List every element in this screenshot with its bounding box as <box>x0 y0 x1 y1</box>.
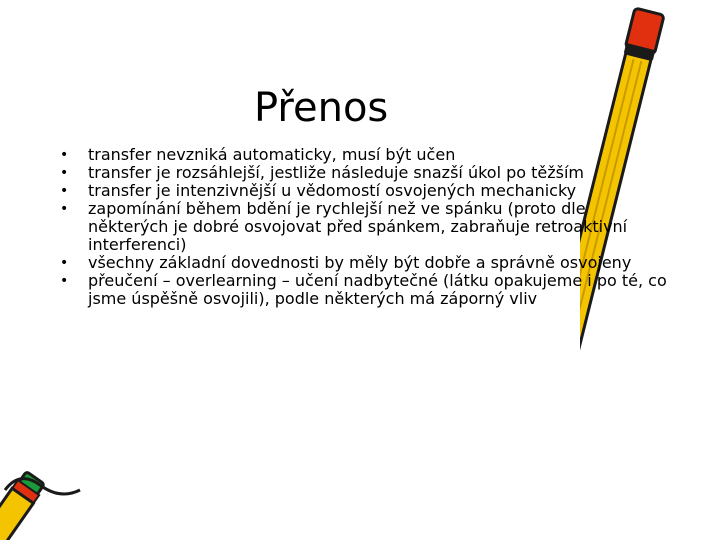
bullet-text: transfer je rozsáhlejší, jestliže následuje snazší úkol po těžším <box>88 163 585 182</box>
bullet-text: všechny základní dovednosti by měly být dobře a správně osvojeny <box>88 253 632 272</box>
slide-title: Přenos <box>254 85 389 131</box>
list-item <box>58 146 668 164</box>
bullet-marker: • <box>60 183 69 199</box>
bullet-marker: • <box>60 165 69 181</box>
bullet-text: zapomínání během bdění je rychlejší než ve spánku (proto dle některých je dobré osvojovat před spánkem, zabraňuje retroaktivní interferenci) <box>88 199 628 254</box>
bullet-marker: • <box>60 273 69 289</box>
list-item <box>58 200 668 254</box>
pencil-icon <box>0 430 120 540</box>
bullet-list <box>58 146 668 308</box>
bullet-marker: • <box>60 147 69 163</box>
bullet-text: transfer nevzniká automaticky, musí být učen <box>88 145 456 164</box>
list-item <box>58 164 668 182</box>
bullet-marker: • <box>60 255 69 271</box>
list-item <box>58 182 668 200</box>
bullet-marker: • <box>60 201 69 217</box>
bullet-text: přeučení – overlearning – učení nadbytečné (látku opakujeme i po té, co jsme úspěšně osvojili), podle některých má záporný vliv <box>88 271 667 308</box>
list-item <box>58 254 668 272</box>
bullet-text: transfer je intenzivnější u vědomostí osvojených mechanicky <box>88 181 577 200</box>
list-item <box>58 272 668 308</box>
